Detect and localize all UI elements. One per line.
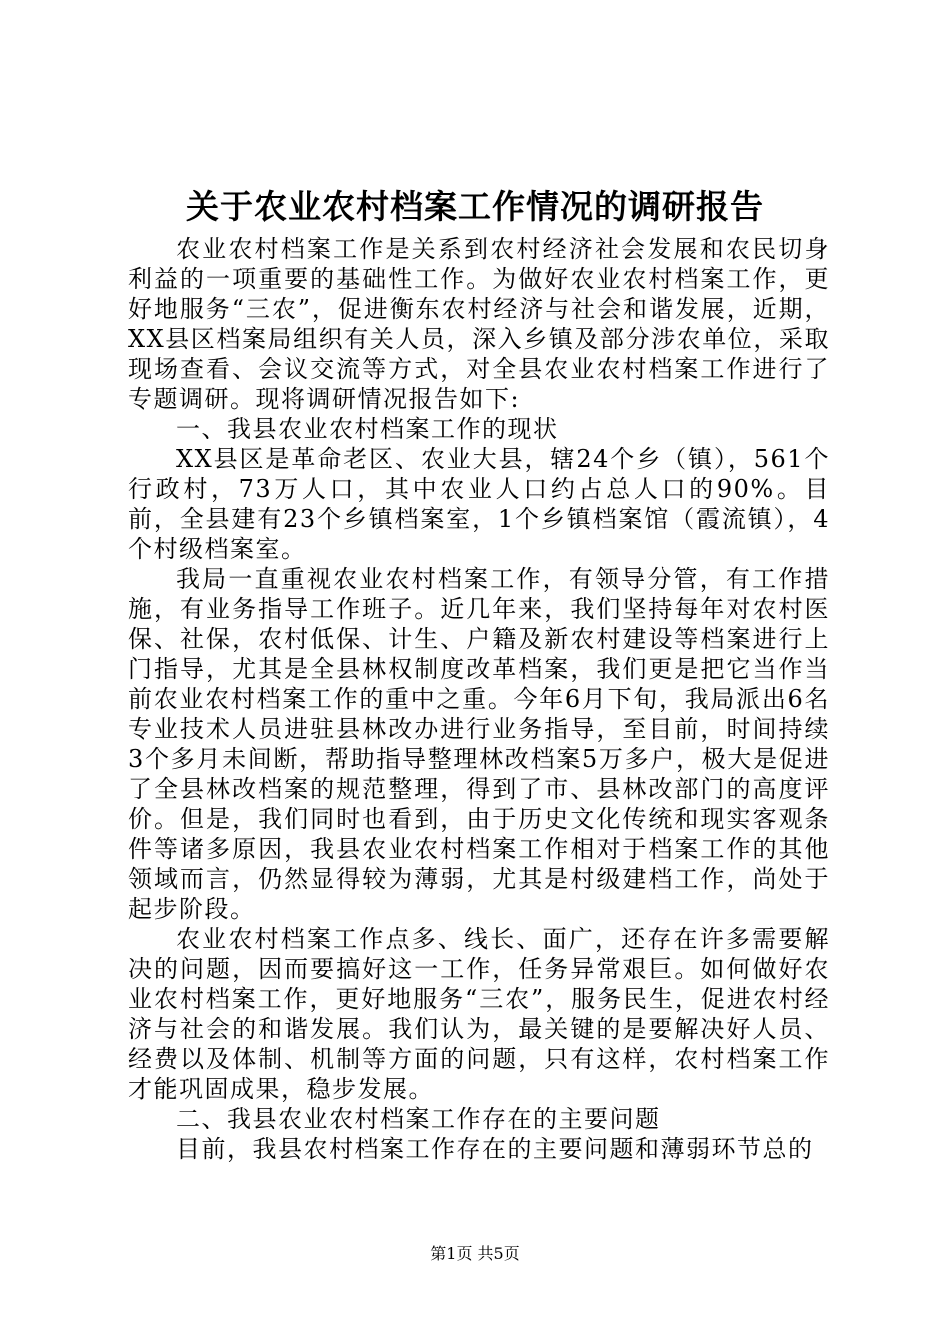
paragraph-challenges: 农业农村档案工作点多、线长、面广，还存在许多需要解决的问题，因而要搞好这一工作，任务异常艰巨。如何做好农业农村档案工作，更好地服务“三农”，服务民生，促进农村经济与社会的和谐发展。我们认为，最关键的是要解决好人员、经费以及体制、机制等方面的问题，只有这样，农村档案工作才能巩固成果，稳步发展。 [128,925,830,1103]
section-heading-2: 二、我县农业农村档案工作存在的主要问题 [176,1105,661,1133]
paragraph-county-overview: XX县区是革命老区、农业大县，辖24个乡（镇），561个行政村，73万人口，其中农业人口约占总人口的90%。目前，全县建有23个乡镇档案室，1个乡镇档案馆（霞流镇），4个村级档案室。 [128,445,830,563]
paragraph-intro: 农业农村档案工作是关系到农村经济社会发展和农民切身利益的一项重要的基础性工作。为做好农业农村档案工作，更好地服务“三农”，促进衡东农村经济与社会和谐发展，近期，XX县区档案局组织有关人员，深入乡镇及部分涉农单位，采取现场查看、会议交流等方式，对全县农业农村档案工作进行了专题调研。现将调研情况报告如下: [128,235,830,413]
paragraph-bureau-work: 我局一直重视农业农村档案工作，有领导分管，有工作措施，有业务指导工作班子。近几年来，我们坚持每年对农村医保、社保，农村低保、计生、户籍及新农村建设等档案进行上门指导，尤其是全县林权制度改革档案，我们更是把它当作当前农业农村档案工作的重中之重。今年6月下旬，我局派出6名专业技术人员进驻县林改办进行业务指导，至目前，时间持续3个多月未间断，帮助指导整理林改档案5万多户，极大是促进了全县林改档案的规范整理，得到了市、县林改部门的高度评价。但是，我们同时也看到，由于历史文化传统和现实客观条件等诸多原因，我县农业农村档案工作相对于档案工作的其他领域而言，仍然显得较为薄弱，尤其是村级建档工作，尚处于起步阶段。 [128,565,830,923]
document-title: 关于农业农村档案工作情况的调研报告 [186,187,764,226]
section-heading-1: 一、我县农业农村档案工作的现状 [176,415,559,443]
page-footer: 第1页 共5页 [430,1244,520,1263]
document-body [128,234,830,1164]
paragraph-problems-start: 目前，我县农村档案工作存在的主要问题和薄弱环节总的 [176,1135,814,1163]
